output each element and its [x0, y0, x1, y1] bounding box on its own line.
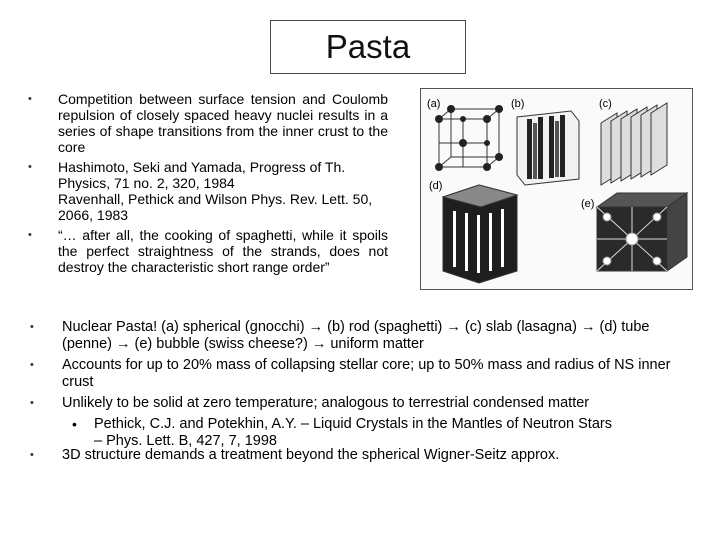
list-item: [30, 319, 680, 353]
label-d: (d): [429, 180, 443, 192]
bullet-icon: •: [28, 229, 32, 241]
slide-title: Pasta: [270, 20, 466, 74]
list-item: [30, 395, 680, 412]
label-e: (e): [581, 198, 595, 210]
bullet-text: 3D structure demands a treatment beyond the spherical Wigner-Seitz approx.: [62, 447, 560, 463]
bullet-icon: •: [28, 161, 32, 173]
list-item: [30, 447, 680, 464]
sub-bullet-text: Pethick, C.J. and Potekhin, A.Y. – Liquid Crystals in the Mantles of Neutron Stars: [94, 416, 612, 432]
bullet-icon: •: [30, 397, 34, 409]
list-item: [28, 91, 388, 155]
spheres-cube-drawing: [435, 105, 503, 171]
bullet-text: Hashimoto, Seki and Yamada, Progress of Th. Physics, 71 no. 2, 320, 1984: [58, 159, 346, 191]
bullet-icon: •: [30, 321, 34, 333]
bullet-icon: •: [30, 449, 34, 461]
label-b: (b): [511, 98, 525, 110]
tubes-drawing: [443, 185, 517, 283]
bubbles-drawing: [597, 193, 687, 271]
pasta-phases-figure: [420, 88, 693, 290]
bullet-icon: •: [28, 93, 32, 105]
list-item: [28, 227, 388, 275]
bullet-text: “… after all, the cooking of spaghetti, while it spoils the perfect straightness of the strands, does not destroy the characteristic short range order”: [58, 227, 388, 275]
top-bullet-list: [28, 91, 388, 279]
label-a: (a): [427, 98, 441, 110]
bullet-text: Unlikely to be solid at zero temperature; analogous to terrestrial condensed matter: [62, 395, 590, 411]
sub-list-item: [30, 416, 680, 450]
bullet-text: Nuclear Pasta! (a) spherical (gnocchi) → (b) rod (spaghetti) → (c) slab (lasagna) → (d) tube (penne) → (e) bubble (swiss cheese?) → uniform matter: [62, 319, 650, 352]
bullet-continuation: Ravenhall, Pethick and Wilson Phys. Rev. Lett. 50, 2066, 1983: [58, 191, 373, 223]
slabs-drawing: [601, 103, 667, 185]
label-c: (c): [599, 98, 612, 110]
bullet-icon: •: [30, 359, 34, 371]
bottom-bullet-list: [30, 319, 680, 468]
list-item: [30, 357, 680, 391]
bullet-text: Accounts for up to 20% mass of collapsing stellar core; up to 50% mass and radius of NS inner crust: [62, 357, 671, 390]
list-item: [28, 159, 388, 223]
rods-drawing: [517, 111, 579, 185]
pasta-phases-drawing: [421, 89, 692, 289]
sub-bullet-icon: •: [72, 416, 77, 432]
sub-bullet-text-continuation: – Phys. Lett. B, 427, 7, 1998: [94, 433, 277, 449]
bullet-text: Competition between surface tension and Coulomb repulsion of closely spaced heavy nuclei results in a series of shape transitions from the inner crust to the core: [58, 91, 388, 155]
